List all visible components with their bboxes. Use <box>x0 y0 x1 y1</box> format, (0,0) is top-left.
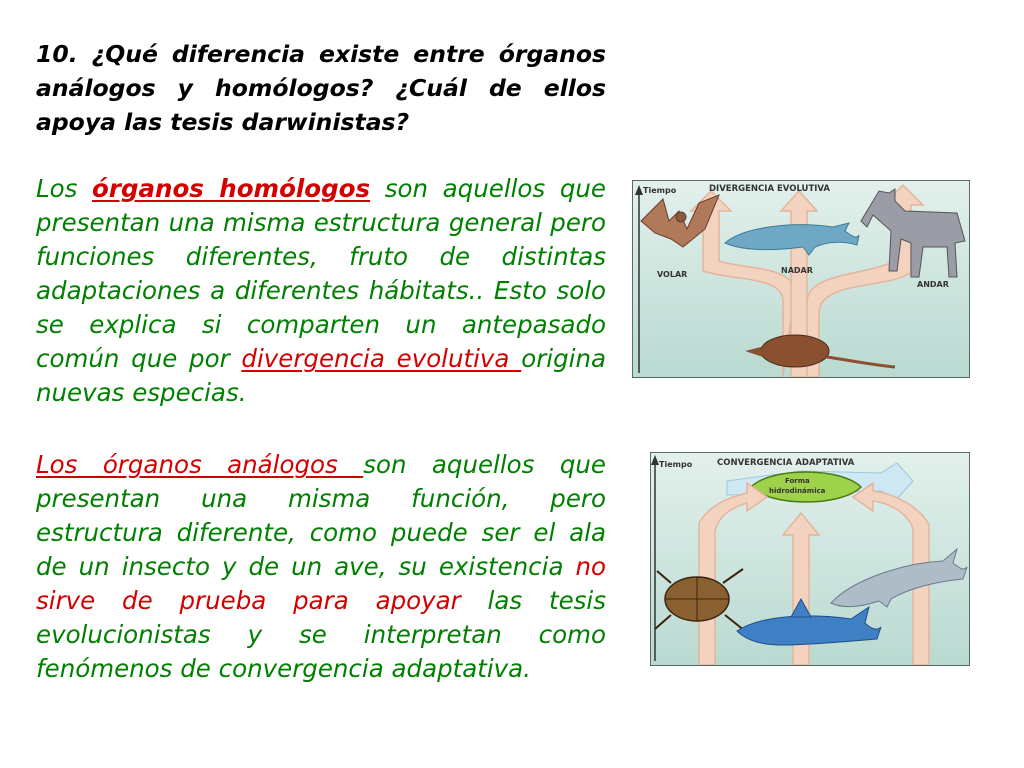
homologous-paragraph <box>36 172 606 410</box>
shrew-icon <box>745 335 895 367</box>
fig2-time-label: Tiempo <box>659 460 693 469</box>
p1-text-a: son aquellos que presentan una misma estructura general pero funciones diferentes, fruto de distintas adaptaciones a diferentes hábitats.. Esto solo se explica si comparten un antepasado común que por <box>36 174 606 373</box>
p2-text-a: son aquellos que presentan una misma función, pero estructura diferente, como puede ser el ala de un insecto y de un ave, su existencia <box>36 450 606 581</box>
no-proof-highlight: no sirve de prueba para apoyar <box>36 552 606 615</box>
p1-intro: Los <box>36 174 93 203</box>
divergence-figure <box>632 180 970 378</box>
fig2-shape-label-2: hidrodinámica <box>769 487 826 495</box>
convergence-figure <box>650 452 970 666</box>
analogous-paragraph <box>36 448 606 686</box>
fig2-shape-label-1: Forma <box>785 477 810 485</box>
fig1-label-fly: VOLAR <box>657 270 688 279</box>
homologous-term: órganos homólogos <box>92 174 371 203</box>
divergence-highlight: divergencia evolutiva <box>241 344 522 373</box>
fig1-label-walk: ANDAR <box>917 280 949 289</box>
fig2-title: CONVERGENCIA ADAPTATIVA <box>717 458 855 468</box>
fig1-time-label: Tiempo <box>643 186 677 195</box>
dolphin-icon <box>831 549 967 607</box>
p1-text-b: origina nuevas especias. <box>36 344 606 407</box>
question-heading: 10. ¿Qué diferencia existe entre órganos análogos y homólogos? ¿Cuál de ellos apoya las tesis darwinistas? <box>36 40 606 136</box>
fig1-label-swim: NADAR <box>781 266 813 275</box>
analogous-term: Los órganos análogos <box>36 450 364 479</box>
fig1-title: DIVERGENCIA EVOLUTIVA <box>709 184 831 194</box>
p2-text-b: las tesis evolucionistas y se interpretan como fenómenos de convergencia adaptativa. <box>36 586 606 683</box>
